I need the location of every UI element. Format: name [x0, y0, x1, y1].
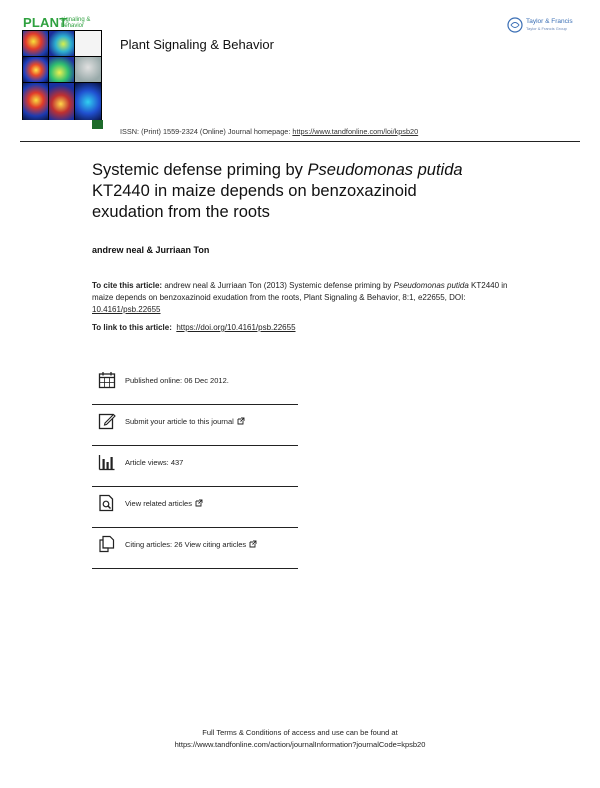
citation-block [92, 280, 522, 316]
edit-icon [98, 412, 116, 430]
citation-label: To cite this article: [92, 281, 163, 290]
submit-article-link[interactable] [125, 417, 245, 426]
footer [0, 727, 600, 751]
related-articles-link[interactable] [125, 499, 203, 508]
related-articles-row[interactable] [92, 486, 298, 528]
cover-image-grid [22, 30, 102, 120]
citation-species: Pseudomonas putida [393, 281, 469, 290]
external-link-icon [195, 499, 203, 507]
external-link-icon [249, 540, 257, 548]
publisher-logo [507, 16, 583, 36]
journal-cover-image [22, 16, 102, 120]
citing-articles-link[interactable] [125, 540, 257, 549]
cover-journal-word: PLANT [23, 16, 68, 30]
external-link-icon [237, 417, 245, 425]
calendar-icon [98, 371, 116, 389]
article-doi-url-link[interactable]: https://doi.org/10.4161/psb.22655 [176, 323, 296, 332]
footer-line1: Full Terms & Conditions of access and use can be found at [202, 728, 398, 737]
related-articles-label: View related articles [125, 499, 192, 508]
citation-text-b: KT2440 in maize depends on benzoxazinoid exudation from the roots, Plant Signaling & Behavior, 8:1, e22655, DOI: [92, 281, 508, 302]
published-online-label: Published online: 06 Dec 2012. [125, 376, 229, 385]
article-views-row [92, 445, 298, 487]
header-divider [20, 141, 580, 142]
document-search-icon [98, 494, 116, 512]
publisher-name: Taylor & Francis [526, 18, 573, 25]
footer-terms-link[interactable]: https://www.tandfonline.com/action/journalInformation?journalCode=kpsb20 [174, 740, 426, 749]
citing-articles-label: Citing articles: 26 View citing articles [125, 540, 247, 549]
cover-journal-word-small: signaling & behavior [61, 17, 91, 29]
article-title-part1: Systemic defense priming by [92, 161, 308, 179]
citation-text-a: andrew neal & Jurriaan Ton (2013) Systemic defense priming by [162, 281, 394, 290]
article-link-block [92, 322, 522, 334]
article-link-label: To link to this article: [92, 323, 172, 332]
copy-documents-icon [98, 535, 116, 553]
submit-article-label: Submit your article to this journal [125, 417, 234, 426]
article-views-label: Article views: 437 [125, 458, 184, 467]
journal-title: Plant Signaling & Behavior [120, 37, 274, 52]
cover-footer-mark [92, 120, 103, 129]
submit-article-row[interactable] [92, 404, 298, 446]
publisher-subname: Taylor & Francis Group [526, 26, 567, 31]
issn-text: ISSN: (Print) 1559-2324 (Online) Journal homepage: [120, 127, 293, 136]
citation-doi-link[interactable]: 10.4161/psb.22655 [92, 305, 161, 314]
bar-chart-icon [98, 453, 116, 471]
article-title-part2: KT2440 in maize depends on benzoxazinoid exudation from the roots [92, 182, 417, 221]
article-title [92, 160, 492, 223]
issn-line [120, 127, 418, 136]
journal-homepage-link[interactable]: https://www.tandfonline.com/loi/kpsb20 [292, 127, 419, 136]
article-title-species: Pseudomonas putida [307, 161, 463, 179]
publisher-logo-icon [507, 17, 523, 33]
published-online-row [92, 363, 298, 405]
article-authors: andrew neal & Jurriaan Ton [92, 245, 210, 255]
citing-articles-row[interactable] [92, 527, 298, 569]
